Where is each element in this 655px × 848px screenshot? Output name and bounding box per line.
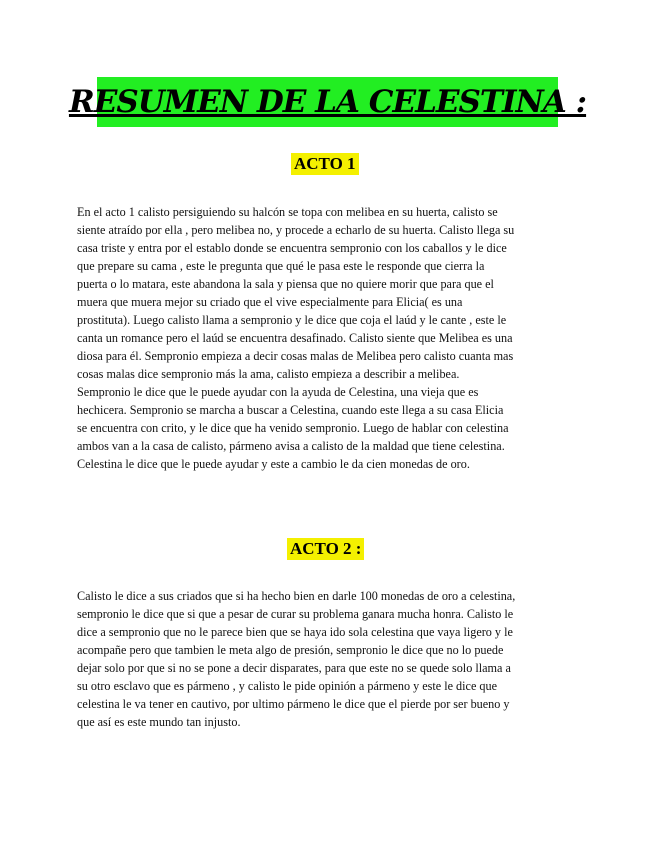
act-1-heading: ACTO 1 [291, 153, 359, 175]
text-line: que prepare su cama , este le pregunta que qué le pasa este le responde que cierra la [77, 259, 485, 273]
text-line: cosas malas dice sempronio más la ama, calisto empieza a describir a melibea. [77, 367, 460, 381]
text-line: su otro esclavo que es pármeno , y calisto le pide opinión a pármeno y este le dice que [77, 679, 497, 693]
text-line: acompañe pero que tambien le meta algo de presión, sempronio le dice que no lo puede [77, 643, 504, 657]
text-line: diosa para él. Sempronio empieza a decir cosas malas de Melibea pero calisto cuanta mas [77, 349, 514, 363]
text-line: dejar solo por que si no se pone a decir disparates, para que este no se quede solo llama a [77, 661, 511, 675]
text-line: muera que muera mejor su criado que el vive especialmente para Elicia( es una [77, 295, 463, 309]
act-2-summary [77, 587, 582, 731]
text-line: ambos van a la casa de calisto, pármeno avisa a calisto de la maldad que tiene celestina. [77, 439, 505, 453]
text-line: sempronio le dice que si que a pesar de curar su problema ganara mucha honra. Calisto le [77, 607, 514, 621]
text-line: casa triste y entra por el establo donde se encuentra sempronio con los caballos y le dice [77, 241, 507, 255]
text-line: Calisto le dice a sus criados que si ha hecho bien en darle 100 monedas de oro a celestina, [77, 589, 516, 603]
act-2-heading: ACTO 2 : [287, 538, 364, 560]
text-line: prostituta). Luego calisto llama a sempronio y le dice que coja el laúd y le cante , este le [77, 313, 507, 327]
text-line: canta un romance pero el laúd se encuentra desafinado. Calisto siente que Melibea es una [77, 331, 513, 345]
text-line: Celestina le dice que le puede ayudar y este a cambio le da cien monedas de oro. [77, 457, 470, 471]
text-line: dice a sempronio que no le parece bien que se haya ido sola celestina que vaya ligero y le [77, 625, 513, 639]
text-line: puerta o lo matara, este abandona la sala y piensa que no quiere morir que para que el [77, 277, 494, 291]
title-highlight [68, 77, 587, 127]
text-line: hechicera. Sempronio se marcha a buscar a Celestina, cuando este llega a su casa Elicia [77, 403, 504, 417]
document-title: RESUMEN DE LA CELESTINA : [68, 84, 587, 120]
text-line: celestina le va tener en cautivo, por ultimo pármeno le dice que el pierde por ser bueno y [77, 697, 510, 711]
text-line: Sempronio le dice que le puede ayudar con la ayuda de Celestina, una vieja que es [77, 385, 479, 399]
act-1-summary [77, 203, 582, 473]
text-line: que así es este mundo tan injusto. [77, 715, 241, 729]
text-line: se encuentra con crito, y le dice que ha venido sempronio. Luego de hablar con celestina [77, 421, 509, 435]
text-line: siente atraído por ella , pero melibea no, y procede a echarlo de su huerta. Calisto llega su [77, 223, 515, 237]
text-line: En el acto 1 calisto persiguiendo su halcón se topa con melibea en su huerta, calisto se [77, 205, 498, 219]
